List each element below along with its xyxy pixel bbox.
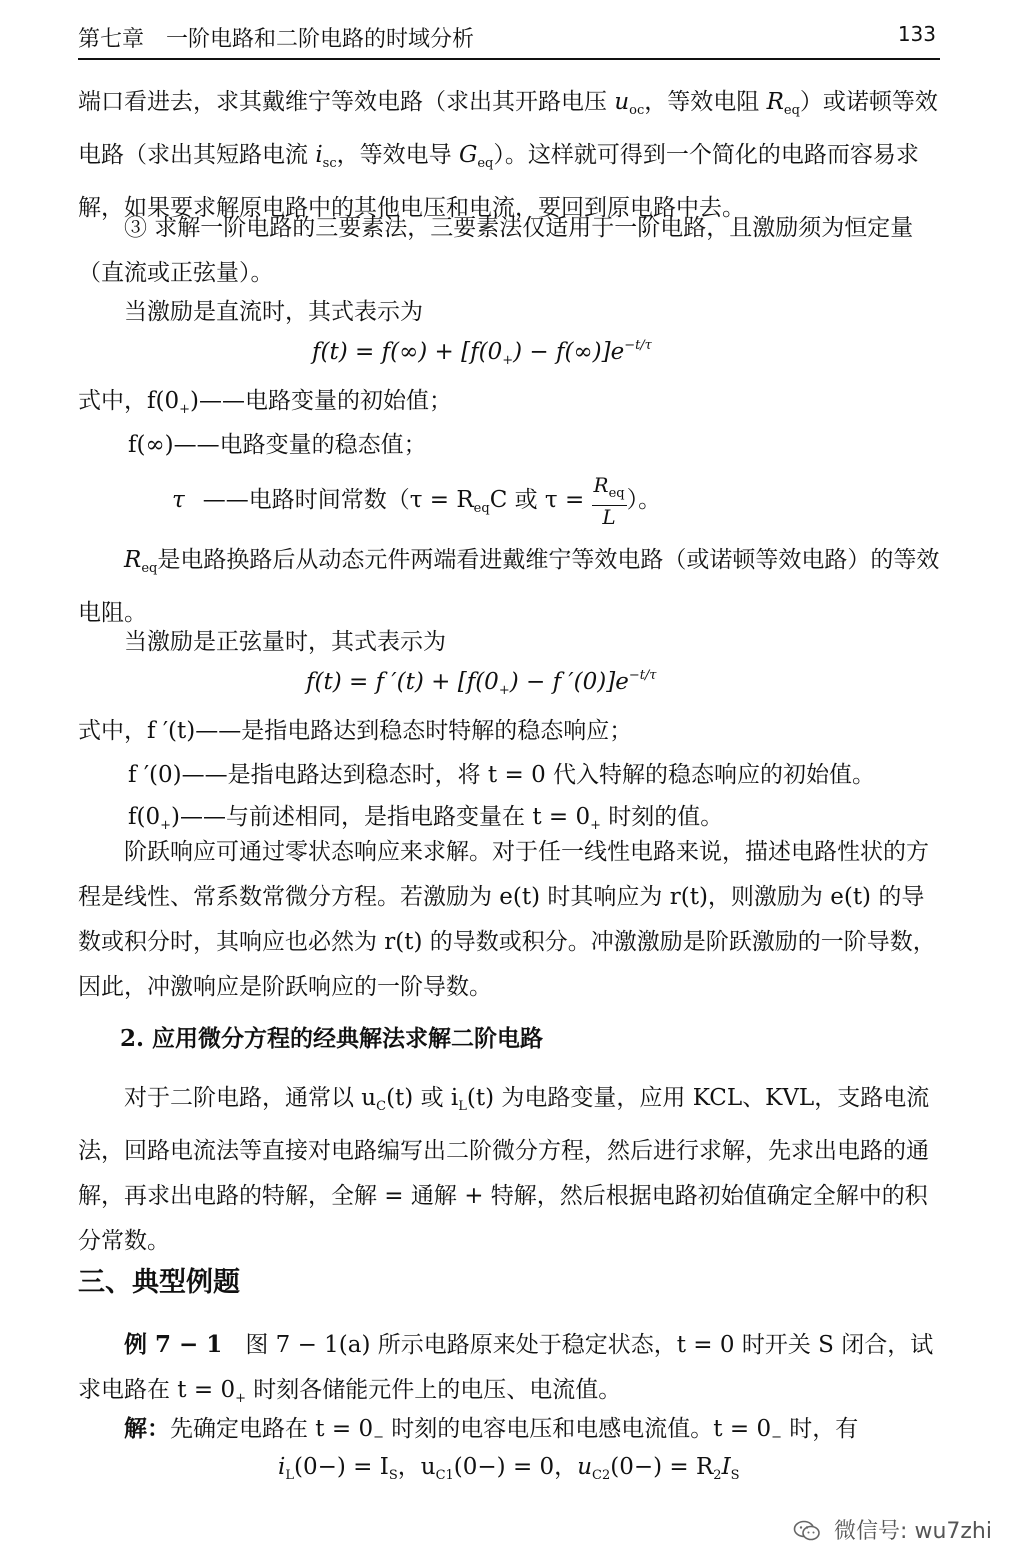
paragraph-3: 当激励是直流时，其式表示为 bbox=[124, 299, 423, 325]
wechat-icon bbox=[793, 1520, 821, 1542]
definition-steady-response: 式中，f ′(t)——是指电路达到稳态时特解的稳态响应； bbox=[78, 718, 633, 744]
chapter-title: 第七章 一阶电路和二阶电路的时域分析 bbox=[78, 27, 475, 52]
paragraph-4: $R_{eq}$是电路换路后从动态元件两端看进戴维宁等效电路（或诺顿等效电路）的等效电阻。 bbox=[78, 547, 940, 626]
page-number: 133 bbox=[897, 22, 936, 46]
equation-dc: $f(t) = f(\infty) + [f(0_+) - f(\infty)]e^{-t/\tau}$ bbox=[312, 338, 652, 368]
paragraph-1: 端口看进去，求其戴维宁等效电路（求出其开路电压 $u_{oc}$，等效电阻 $R_{eq}$）或诺顿等效电路（求出其短路电流 $i_{sc}$，等效电导 $G_{eq}$）。这样就可得到一个简化的电路而容易求解，如果要求解原电路中的其他电压和电流，要回到原电路中去。 bbox=[78, 89, 938, 221]
paragraph-6: 阶跃响应可通过零状态响应来求解。对于任一线性电路来说，描述电路性状的方程是线性、常系数常微分方程。若激励为 e(t) 时其响应为 r(t)，则激励为 e(t) 的导数或积分时，其响应也必然为 r(t) 的导数或积分。冲激激励是阶跃激励的一阶导数，因此，冲激响应是阶跃响应的一阶导数。 bbox=[78, 839, 936, 1000]
tau-fraction: $\frac{R_{eq}}{L}$ bbox=[593, 473, 625, 529]
definition-initial: 式中，$f(0_+)——$电路变量的初始值； bbox=[78, 388, 453, 417]
equation-initial-values: $i_L(0-) = I_S$，$u_{C1}(0-) = 0$，$u_{C2}(0-) = R_2I_S$ bbox=[278, 1454, 740, 1483]
definition-steady-initial: f ′(0)——是指电路达到稳态时，将 t = 0 代入特解的稳态响应的初始值。 bbox=[128, 762, 876, 788]
example-paragraph: 例 7 − 1 图 7 − 1(a) 所示电路原来处于稳定状态，t = 0 时开关 S 闭合，试求电路在 $t = 0_+$ 时刻各储能元件上的电压、电流值。 bbox=[78, 1331, 934, 1406]
section-heading-2: 2. 应用微分方程的经典解法求解二阶电路 bbox=[120, 1025, 544, 1052]
paragraph-7: 对于二阶电路，通常以 $u_C(t)$ 或 $i_L(t)$ 为电路变量，应用 KCL、KVL，支路电流法，回路电流法等直接对电路编写出二阶微分方程，然后进行求解，先求出电路的通解，再求出电路的特解，全解 = 通解 + 特解，然后根据电路初始值确定全解中的积分常数。 bbox=[78, 1085, 930, 1254]
paragraph-5: 当激励是正弦量时，其式表示为 bbox=[124, 629, 446, 655]
solution-paragraph: 解：先确定电路在 $t = 0_-$ 时刻的电容电压和电感电流值。$t = 0_-$ 时，有 bbox=[124, 1415, 859, 1445]
page-header bbox=[78, 18, 940, 60]
wechat-watermark: 微信号: wu7zhi bbox=[793, 1514, 992, 1545]
section-heading-3: 三、典型例题 bbox=[78, 1267, 240, 1298]
equation-sinusoid: f(t) = f $'(t) + [f(0_+) - f$ $'(0)]e^{-t/\tau}$ bbox=[306, 668, 657, 698]
definition-steady: f(∞)——电路变量的稳态值； bbox=[128, 432, 427, 458]
definition-same: $f(0_+)——$与前述相同，是指电路变量在 $t = 0_+$ 时刻的值。 bbox=[128, 804, 724, 833]
paragraph-2: ③ 求解一阶电路的三要素法，三要素法仅适用于一阶电路，且激励须为恒定量（直流或正弦量）。 bbox=[78, 215, 914, 286]
definition-tau: τ ——电路时间常数（$\tau = R_{eq}C$ 或 τ = $\frac{R_{eq}}{L}$ ）。 bbox=[172, 473, 662, 529]
